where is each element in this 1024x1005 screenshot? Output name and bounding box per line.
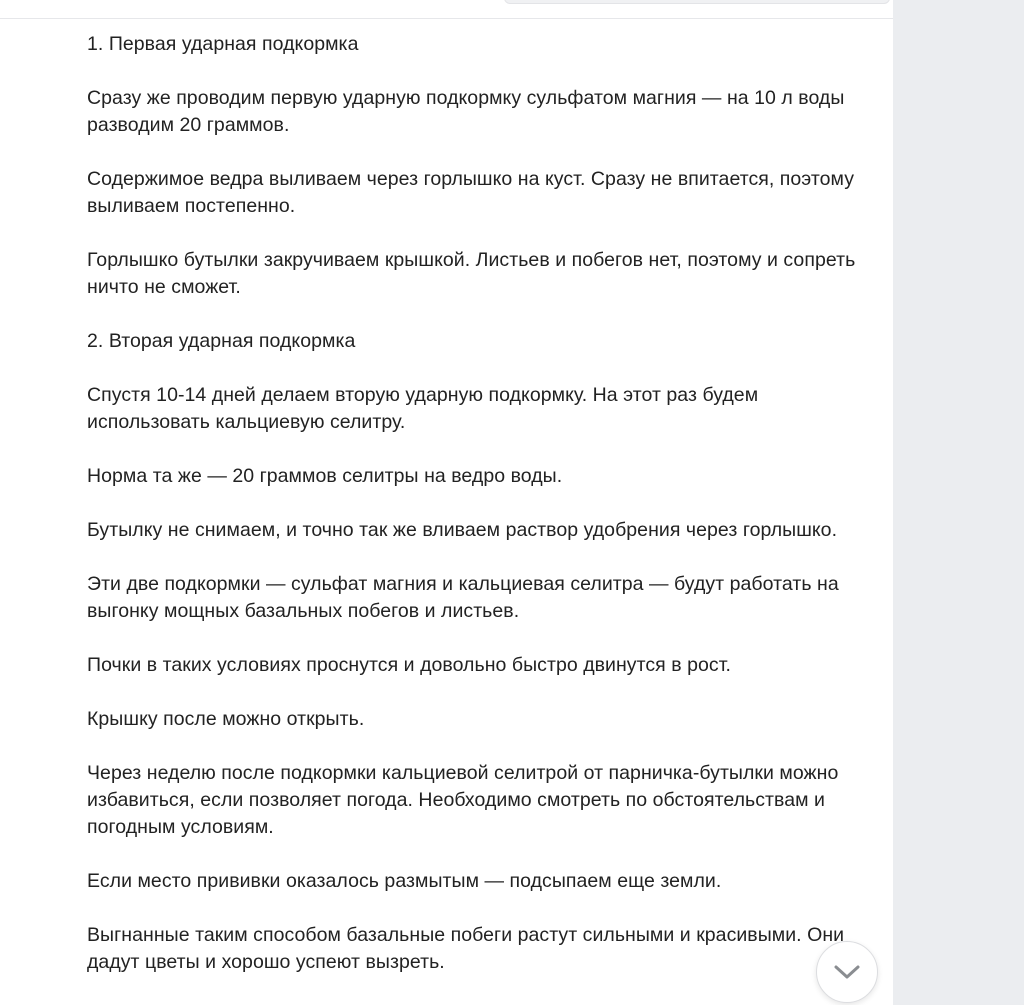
- article-paragraph: Спустя 10-14 дней делаем вторую ударную подкормку. На этот раз будем использовать кальциевую селитру.: [87, 384, 759, 433]
- article-paragraph: Почки в таких условиях проснутся и довольно быстро двинутся в рост.: [87, 654, 731, 676]
- article-paragraph: Если место прививки оказалось размытым — подсыпаем еще земли.: [87, 870, 722, 892]
- article-paragraph: Содержимое ведра выливаем через горлышко на куст. Сразу не впитается, поэтому выливаем постепенно.: [87, 168, 855, 217]
- scroll-down-button[interactable]: [816, 941, 878, 1003]
- article-paragraph: Норма та же — 20 граммов селитры на ведро воды.: [87, 465, 563, 487]
- article-body: [87, 31, 877, 1003]
- chevron-down-icon: [833, 964, 861, 980]
- article-paragraph: Эти две подкормки — сульфат магния и кальциевая селитра — будут работать на выгонку мощных базальных побегов и листьев.: [87, 573, 839, 622]
- article-paragraph: Крышку после можно открыть.: [87, 708, 365, 730]
- right-side-panel: [893, 0, 1024, 1005]
- article-paragraph: Выгнанные таким способом базальные побеги растут сильными и красивыми. Они дадут цветы и хорошо успеют вызреть.: [87, 924, 845, 973]
- article-container: [0, 19, 893, 1005]
- article-paragraph: Горлышко бутылки закручиваем крышкой. Листьев и побегов нет, поэтому и сопреть ничто не сможет.: [87, 249, 856, 298]
- search-bar-edge[interactable]: [504, 0, 890, 4]
- top-bar: [0, 0, 893, 19]
- article-paragraph: Сразу же проводим первую ударную подкормку сульфатом магния — на 10 л воды разводим 20 граммов.: [87, 87, 845, 136]
- article-paragraph: Бутылку не снимаем, и точно так же вливаем раствор удобрения через горлышко.: [87, 519, 838, 541]
- article-heading-1: 1. Первая ударная подкормка: [87, 33, 359, 55]
- article-heading-2: 2. Вторая ударная подкормка: [87, 330, 356, 352]
- article-paragraph: Через неделю после подкормки кальциевой селитрой от парничка-бутылки можно избавиться, если позволяет погода. Необходимо смотреть по обстоятельствам и погодным условиям.: [87, 762, 839, 838]
